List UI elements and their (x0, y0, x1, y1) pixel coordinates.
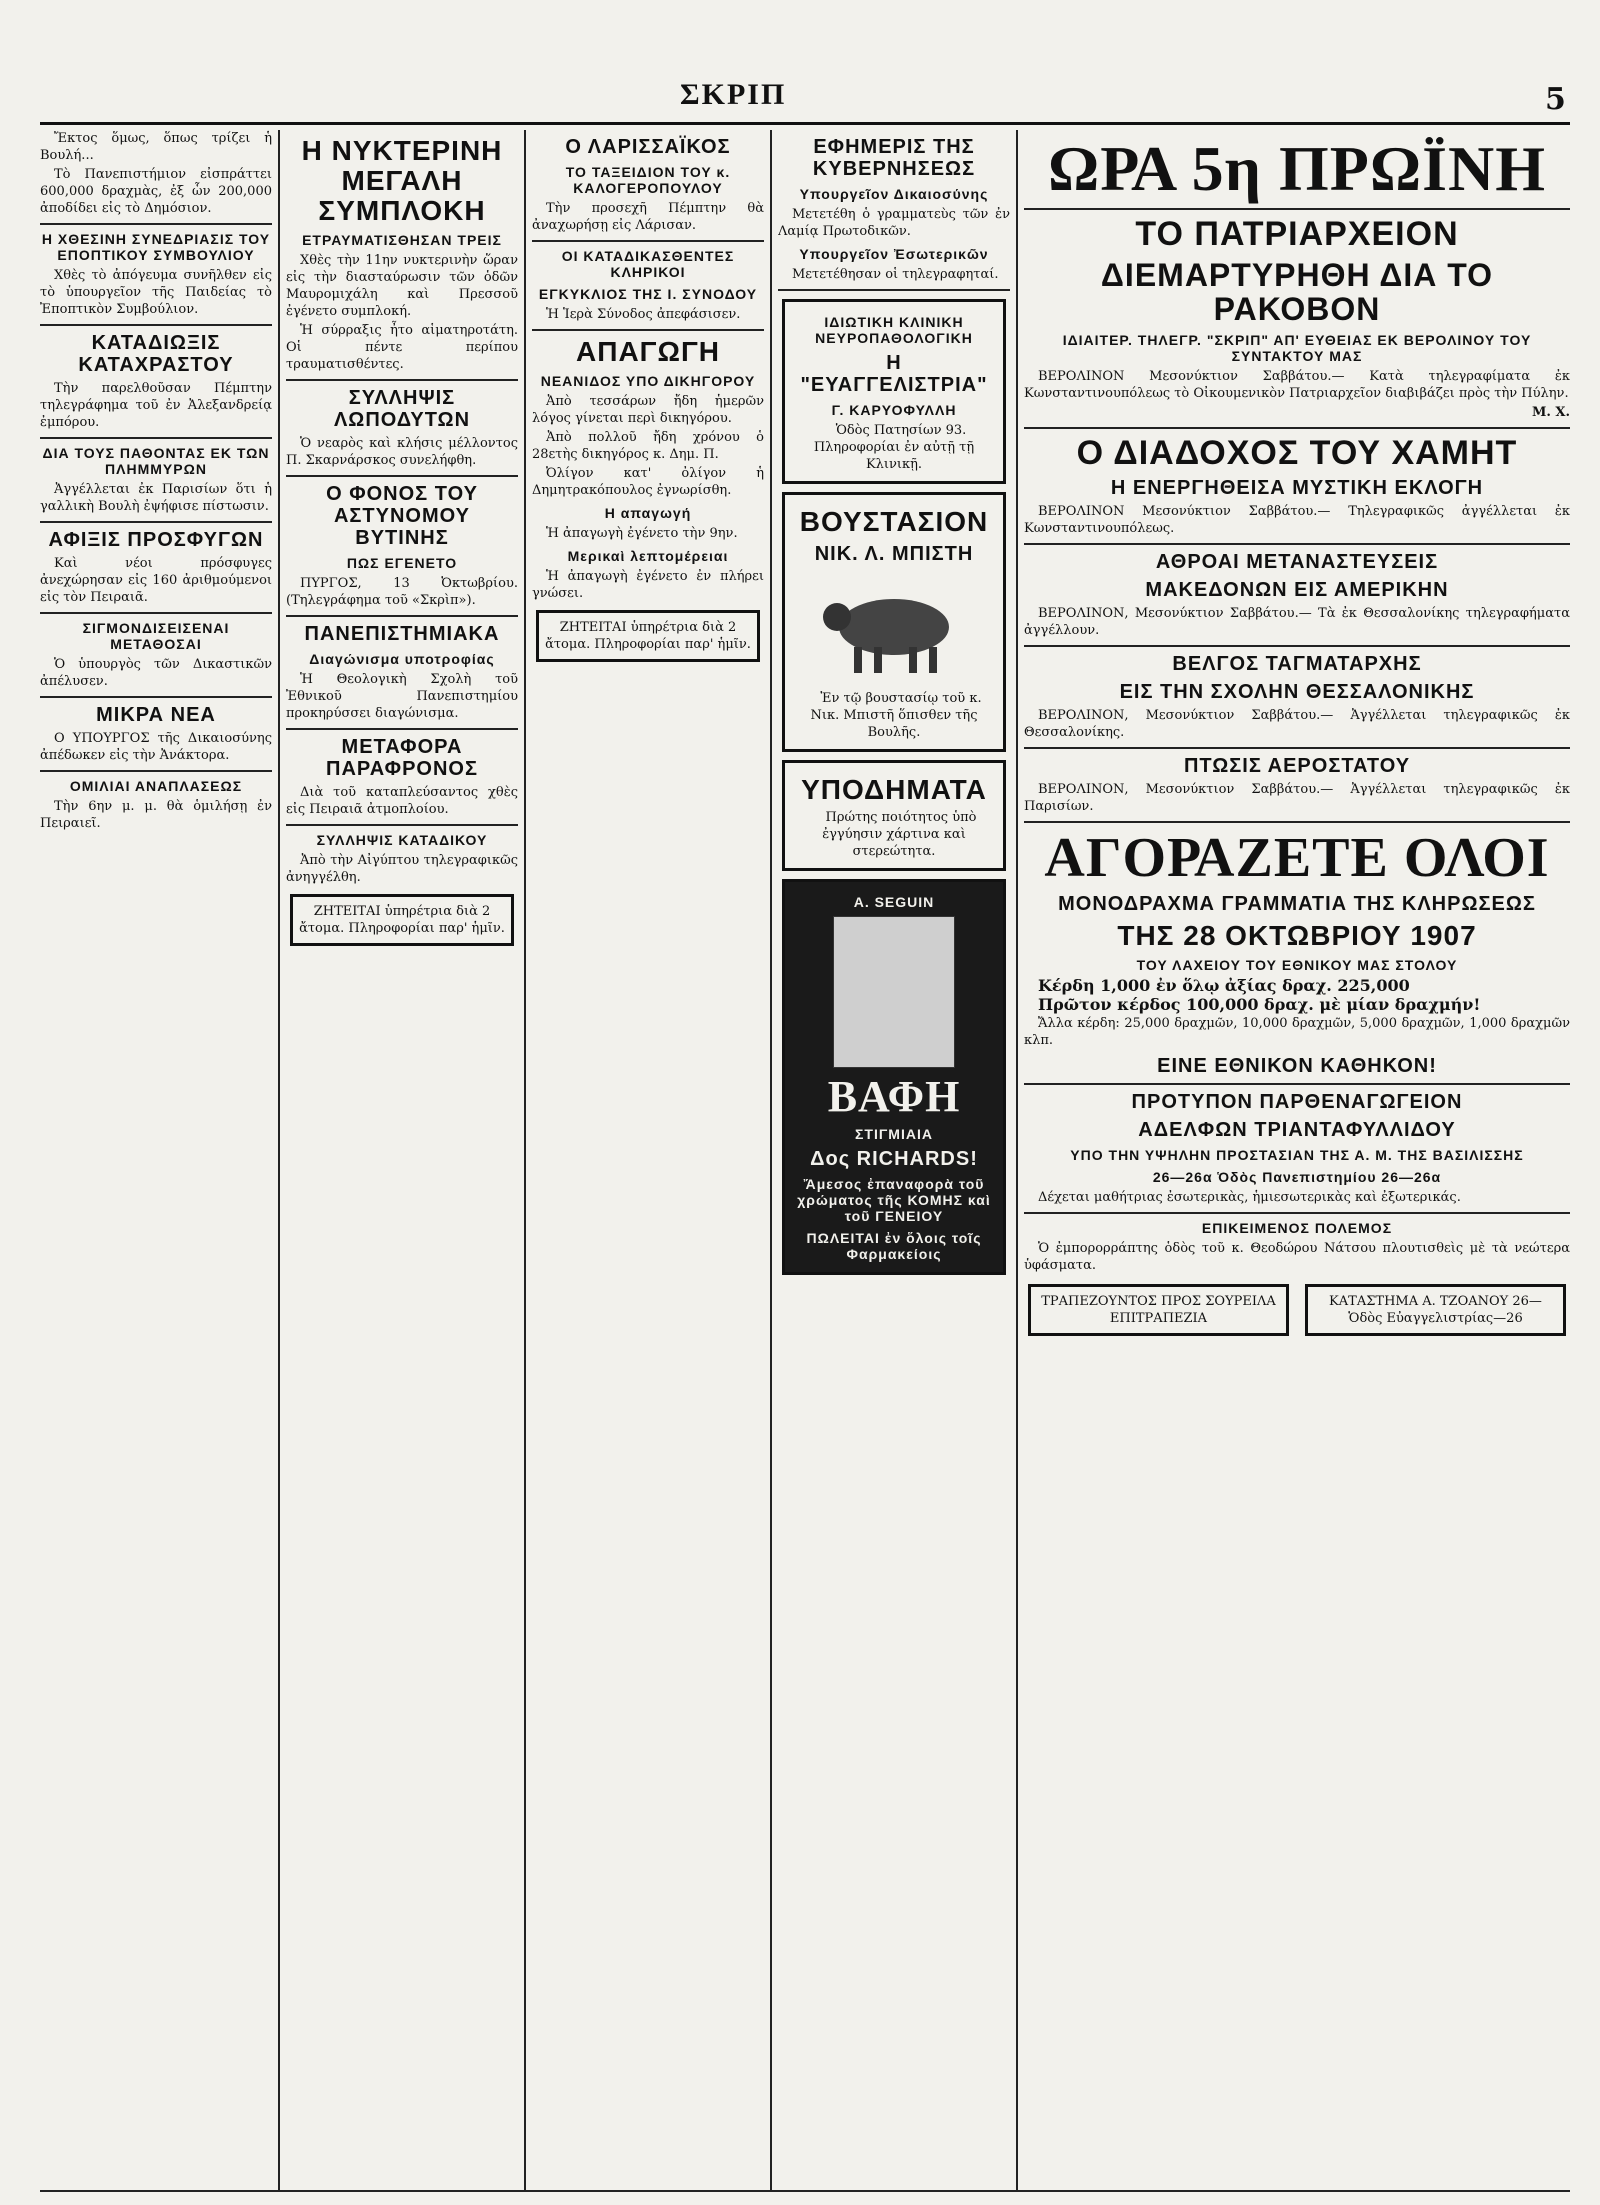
article-subheading: ΠΩΣ ΕΓΕΝΕΤΟ (346, 555, 458, 571)
article-text: Ἡ ἀπαγωγὴ ἐγένετο τὴν 9ην. (546, 526, 738, 541)
divider (532, 240, 764, 242)
dairy-ad (782, 492, 1006, 752)
shoes-ad (782, 760, 1006, 871)
bottom-rule (40, 2190, 1570, 2192)
article-heading: ΟΙ ΚΑΤΑΔΙΚΑΣΘΕΝΤΕΣ ΚΛΗΡΙΚΟΙ (561, 248, 735, 280)
clinic-ad (782, 299, 1006, 484)
article-heading: ΑΘΡΟΑΙ ΜΕΤΑΝΑΣΤΕΥΣΕΙΣ (1155, 551, 1439, 573)
article-heading: ΕΦΗΜΕΡΙΣ ΤΗΣ ΚΥΒΕΡΝΗΣΕΩΣ (812, 136, 976, 180)
article-heading: Ο ΛΑΡΙΣΣΑΪΚΟΣ (565, 136, 731, 158)
article-text: Χθὲς τὸ ἀπόγευμα συνῆλθεν εἰς τὸ ὑπουργεῖον τῆς Παιδείας τὸ Ἐποπτικὸν Συμβούλιον. (40, 268, 272, 317)
lottery-text: Ἄλλα κέρδη: 25,000 δραχμῶν, 10,000 δραχμῶν, 5,000 δραχμῶν, 1,000 δραχμῶν κλπ. (1024, 1016, 1570, 1048)
article-subheading: Υπουργεῖον Δικαιοσύνης (799, 186, 989, 202)
article-heading: ΠΤΩΣΙΣ ΑΕΡΟΣΤΑΤΟΥ (1183, 755, 1411, 777)
divider (1024, 1083, 1570, 1085)
article-text: Ὀλίγον κατ' ὀλίγον ἡ Δημητρακόπουλος ἐγνωρίσθη. (532, 466, 764, 498)
article-text: ΒΕΡΟΛΙΝΟΝ, Μεσονύκτιον Σαββάτου.— Τὰ ἐκ Θεσσαλονίκης τηλεγραφήματα ἀγγέλλουν. (1024, 606, 1570, 638)
article-subheading: ΝΕΑΝΙΔΟΣ ΥΠΟ ΔΙΚΗΓΟΡΟΥ (540, 373, 756, 389)
lottery-subheading: ΜΟΝΟΔΡΑΧΜΑ ΓΡΑΜΜΑΤΙΑ ΤΗΣ ΚΛΗΡΩΣΕΩΣ (1058, 893, 1536, 915)
divider (40, 696, 272, 698)
divider (40, 612, 272, 614)
school-subheading: ΥΠΟ ΤΗΝ ΥΨΗΛΗΝ ΠΡΟΣΤΑΣΙΑΝ ΤΗΣ Α. Μ. ΤΗΣ ΒΑΣΙΛΙΣΣΗΣ (1070, 1147, 1524, 1163)
divider (1024, 821, 1570, 823)
article-text: Ὁ νεαρὸς καὶ κλήσις μέλλοντος Π. Σκαρνάρσκος συνελήφθη. (286, 436, 518, 468)
article-heading: ΕΠΙΚΕΙΜΕΝΟΣ ΠΟΛΕΜΟΣ (1201, 1220, 1393, 1236)
column-5 (1024, 130, 1570, 2190)
article-subheading: Υπουργεῖον Ἐσωτερικῶν (799, 246, 989, 262)
hair-dye-ad (782, 879, 1006, 1275)
column-1 (40, 130, 272, 2190)
article-heading: ΣΥΛΛΗΨΙΣ ΛΩΠΟΔΥΤΩΝ (333, 387, 471, 431)
top-rule (40, 122, 1570, 125)
divider (1024, 208, 1570, 210)
article-heading: ΤΟ ΠΑΤΡΙΑΡΧΕΙΟΝ (1135, 215, 1459, 253)
article-text: ΒΕΡΟΛΙΝΟΝ, Μεσονύκτιον Σαββάτου.— Ἀγγέλλεται τηλεγραφικῶς ἐκ Θεσσαλονίκης. (1024, 708, 1570, 740)
divider (40, 437, 272, 439)
article-text: Μετετέθησαν οἱ τηλεγραφηταί. (792, 267, 999, 282)
article-text: ΒΕΡΟΛΙΝΟΝ Μεσονύκτιον Σαββάτου.— Τηλεγραφικῶς ἀγγέλλεται ἐκ Κωνσταντινουπόλεως. (1024, 504, 1570, 536)
dairy-ad-text: Ἐν τῷ βουστασίῳ τοῦ κ. Νικ. Μπιστῆ ὅπισθεν τῆς Βουλῆς. (810, 691, 982, 740)
article-text: Καὶ νέοι πρόσφυγες ἀνεχώρησαν εἰς 160 ἀριθμούμενοι εἰς τὸν Πειραιᾶ. (40, 556, 272, 605)
article-text: Ὁ ἐμπορορράπτης ὁδὸς τοῦ κ. Θεοδώρου Νάτσου πλουτισθεὶς μὲ τὰ νεώτερα ὑφάσματα. (1024, 1241, 1570, 1273)
article-heading: Ο ΦΟΝΟΣ ΤΟΥ ΑΣΤΥΝΟΜΟΥ ΒΥΤΙΝΗΣ (326, 483, 478, 549)
hair-dye-sub: ΣΤΙΓΜΙΑΙΑ (855, 1126, 933, 1142)
clinic-ad-text: Ὁδὸς Πατησίων 93. Πληροφορίαι ἐν αὐτῇ τῇ Κλινικῇ. (813, 423, 975, 472)
divider (1024, 427, 1570, 429)
article-subheading: ΕΓΚΥΚΛΙΟΣ ΤΗΣ Ι. ΣΥΝΟΔΟΥ (538, 286, 758, 302)
classified-ad (536, 610, 760, 662)
divider (286, 728, 518, 730)
article-heading: ΕΙΣ ΤΗΝ ΣΧΟΛΗΝ ΘΕΣΣΑΛΟΝΙΚΗΣ (1119, 681, 1475, 703)
article-subheading: ΕΤΡΑΥΜΑΤΙΣΘΗΣΑΝ ΤΡΕΙΣ (302, 232, 502, 248)
classified-ad-text: ΖΗΤΕΙΤΑΙ ὑπηρέτρια διὰ 2 ἄτομα. Πληροφορίαι παρ' ἡμῖν. (299, 904, 505, 936)
newspaper-title: ΣΚΡΙΠ (680, 78, 787, 111)
divider (532, 329, 764, 331)
classified-ad-text: ΚΑΤΑΣΤΗΜΑ Α. ΤΖΟΑΝΟΥ 26—Ὁδὸς Εὐαγγελιστρίας—26 (1329, 1294, 1542, 1326)
clinic-ad-name: Η "ΕΥΑΓΓΕΛΙΣΤΡΙΑ" (800, 352, 988, 396)
article-subheading: Μερικαὶ λεπτομέρειαι (567, 548, 729, 564)
column-divider (278, 130, 280, 2190)
column-divider (770, 130, 772, 2190)
article-heading: ΣΥΛΛΗΨΙΣ ΚΑΤΑΔΙΚΟΥ (316, 832, 488, 848)
page-number: 5 (1545, 82, 1566, 117)
classified-ad (1028, 1284, 1289, 1336)
hair-dye-tagline: Ἄμεσος ἐπαναφορὰ τοῦ χρώματος τῆς ΚΟΜΗΣ καὶ τοῦ ΓΕΝΕΙΟΥ (797, 1176, 991, 1224)
classified-ad (1305, 1284, 1566, 1336)
column-4 (778, 130, 1010, 2190)
article-text: Ἀπὸ τὴν Αἰγύπτου τηλεγραφικῶς ἀνηγγέλθη. (286, 853, 518, 885)
article-heading: ΔΙΕΜΑΡΤΥΡΗΘΗ ΔΙΑ ΤΟ ΡΑΚΟΒΟΝ (1100, 257, 1494, 327)
shoes-ad-title: ΥΠΟΔΗΜΑΤΑ (801, 774, 987, 805)
article-heading: ΣΙΓΜΟΝΔΙΣΕΙΣΕΝΑΙ ΜΕΤΑΘΟΣΑΙ (82, 620, 230, 652)
dairy-ad-title: ΒΟΥΣΤΑΣΙΟΝ (799, 506, 989, 537)
lottery-text: Κέρδη 1,000 ἐν ὅλῳ ἀξίας δραχ. 225,000 (1038, 976, 1410, 995)
school-text: Δέχεται μαθήτριας ἐσωτερικὰς, ἡμιεσωτερικὰς καὶ ἐξωτερικάς. (1038, 1190, 1461, 1205)
masthead (0, 70, 1600, 120)
portrait-illustration-icon (833, 916, 955, 1068)
column-divider (524, 130, 526, 2190)
article-heading: ΑΦΙΞΙΣ ΠΡΟΣΦΥΓΩΝ (48, 529, 264, 551)
divider (1024, 1212, 1570, 1214)
school-heading: ΠΡΟΤΥΠΟΝ ΠΑΡΘΕΝΑΓΩΓΕΙΟΝ (1131, 1091, 1463, 1113)
article-text: Τὴν 6ην μ. μ. θὰ ὁμιλήσῃ ἐν Πειραιεῖ. (40, 799, 272, 831)
article-heading: ΒΕΛΓΟΣ ΤΑΓΜΑΤΑΡΧΗΣ (1172, 653, 1422, 675)
divider (40, 223, 272, 225)
article-text: Διὰ τοῦ καταπλεύσαντος χθὲς εἰς Πειραιᾶ ἀτμοπλοίου. (286, 785, 518, 817)
article-text: Τὸ Πανεπιστήμιον εἰσπράττει 600,000 δραχμὰς, ἐξ ὧν 200,000 ἀποδίδει εἰς τὸ Δημόσιον. (40, 167, 272, 216)
article-text: Ὁ ὑπουργὸς τῶν Δικαστικῶν ἀπέλυσεν. (40, 657, 272, 689)
article-heading: ΜΙΚΡΑ ΝΕΑ (96, 704, 216, 726)
clinic-ad-title: ΙΔΙΩΤΙΚΗ ΚΛΙΝΙΚΗ ΝΕΥΡΟΠΑΘΟΛΟΓΙΚΗ (815, 314, 973, 346)
article-text: ΠΥΡΓΟΣ, 13 Ὀκτωβρίου. (Τηλεγράφημα τοῦ «Σκρὶπ»). (286, 576, 518, 608)
divider (1024, 645, 1570, 647)
divider (778, 289, 1010, 291)
lottery-headline: ΑΓΟΡΑΖΕΤΕ ΟΛΟΙ (1044, 827, 1550, 889)
bottom-ads (1024, 1276, 1570, 1344)
article-heading: Η ΧΘΕΣΙΝΗ ΣΥΝΕΔΡΙΑΣΙΣ ΤΟΥ ΕΠΟΠΤΙΚΟΥ ΣΥΜΒΟΥΛΙΟΥ (41, 231, 271, 263)
article-text: Ἡ Ἱερὰ Σύνοδος ἀπεφάσισεν. (546, 307, 741, 322)
article-text: Μετετέθη ὁ γραμματεὺς τῶν ἐν Λαμίᾳ Πρωτοδικῶν. (778, 207, 1010, 239)
divider (286, 379, 518, 381)
hair-dye-name: Δος RICHARDS! (810, 1148, 978, 1170)
article-text: Ἀπὸ πολλοῦ ἤδη χρόνου ὁ 28ετὴς δικηγόρος κ. Δημ. Π. (532, 430, 764, 462)
article-text: Ἡ σύρραξις ἦτο αἱματηροτάτη. Οἱ πέντε περίπου τραυματισθέντες. (286, 323, 518, 372)
article-subheading: Η απαγωγή (604, 505, 692, 521)
column-2 (286, 130, 518, 2190)
article-text: Τὴν προσεχῆ Πέμπτην θὰ ἀναχωρήσῃ εἰς Λάρισαν. (532, 201, 764, 233)
article-text: ΒΕΡΟΛΙΝΟΝ, Μεσονύκτιον Σαββάτου.— Ἀγγέλλεται τηλεγραφικῶς ἐκ Παρισίων. (1024, 782, 1570, 814)
article-text: ΒΕΡΟΛΙΝΟΝ Μεσονύκτιον Σαββάτου.— Κατὰ τηλεγραφίματα ἐκ Κωνσταντινουπόλεως τὸ Οἰκουμενικὸν Πατριαρχεῖον διαβιβάζει πρὸς τὴν Πύλην. (1024, 369, 1570, 401)
article-subheading: Διαγώνισμα υποτροφίας (309, 651, 495, 667)
article-heading: ΠΑΝΕΠΙΣΤΗΜΙΑΚΑ (304, 623, 500, 645)
article-text: Χθὲς τὴν 11ην νυκτερινὴν ὥραν εἰς τὴν διασταύρωσιν τῶν ὁδῶν Μαυρομιχάλη καὶ Πρεσσοῦ ἐγένετο συμπλοκή. (286, 253, 518, 319)
lottery-text: Πρῶτον κέρδος 100,000 δραχ. μὲ μίαν δραχμήν! (1038, 995, 1481, 1014)
divider (286, 615, 518, 617)
article-heading: Ο ΔΙΑΔΟΧΟΣ ΤΟΥ ΧΑΜΗΤ (1076, 434, 1518, 472)
signature: Μ. Χ. (1531, 405, 1570, 420)
article-heading: ΜΕΤΑΦΟΡΑ ΠΑΡΑΦΡΟΝΟΣ (326, 736, 478, 780)
divider (1024, 747, 1570, 749)
article-text: Ο ΥΠΟΥΡΓΟΣ τῆς Δικαιοσύνης ἀπέδωκεν εἰς τὴν Ἀνάκτορα. (40, 731, 272, 763)
divider (286, 824, 518, 826)
classified-ad-text: ΖΗΤΕΙΤΑΙ ὑπηρέτρια διὰ 2 ἄτομα. Πληροφορίαι παρ' ἡμῖν. (545, 620, 751, 652)
article-subheading: ΙΔΙΑΙΤΕΡ. ΤΗΛΕΓΡ. "ΣΚΡΙΠ" ΑΠ' ΕΥΘΕΙΑΣ ΕΚ ΒΕΡΟΛΙΝΟΥ ΤΟΥ ΣΥΝΤΑΚΤΟΥ ΜΑΣ (1062, 332, 1532, 364)
divider (40, 770, 272, 772)
column-divider (1016, 130, 1018, 2190)
classified-ad-text: ΤΡΑΠΕΖΟΥΝΤΟΣ ΠΡΟΣ ΣΟΥΡΕΙΛΑ ΕΠΙΤΡΑΠΕΖΙΑ (1041, 1294, 1276, 1326)
lottery-issuer: ΤΟΥ ΛΑΧΕΙΟΥ ΤΟΥ ΕΘΝΙΚΟΥ ΜΑΣ ΣΤΟΛΟΥ (1136, 957, 1458, 973)
article-text: Ἀγγέλλεται ἐκ Παρισίων ὅτι ἡ γαλλικὴ Βουλὴ ἐψήφισε πίστωσιν. (40, 482, 272, 514)
cow-illustration-icon (809, 577, 979, 677)
column-3 (532, 130, 764, 2190)
article-heading: ΟΜΙΛΙΑΙ ΑΝΑΠΛΑΣΕΩΣ (69, 778, 243, 794)
hair-dye-title: ΒΑΦΗ (827, 1072, 961, 1121)
article-heading: ΚΑΤΑΔΙΩΞΙΣ ΚΑΤΑΧΡΑΣΤΟΥ (78, 332, 234, 376)
article-heading: ΑΠΑΓΩΓΗ (576, 336, 720, 367)
article-text: Ἡ Θεολογικὴ Σχολὴ τοῦ Ἐθνικοῦ Πανεπιστημίου προκηρύσσει διαγώνισμα. (286, 672, 518, 721)
classified-ad (290, 894, 514, 946)
hair-dye-footer: ΠΩΛΕΙΤΑΙ ἐν ὅλοις τοῖς Φαρμακείοις (806, 1230, 982, 1262)
article-subheading: ΤΟ ΤΑΞΕΙΔΙΟΝ ΤΟΥ κ. ΚΑΛΟΓΕΡΟΠΟΥΛΟΥ (565, 164, 731, 196)
lottery-slogan: ΕΙΝΕ ΕΘΝΙΚΟΝ ΚΑΘΗΚΟΝ! (1157, 1055, 1437, 1077)
divider (286, 475, 518, 477)
dairy-ad-name: ΝΙΚ. Λ. ΜΠΙΣΤΗ (814, 543, 974, 565)
article-heading: ΔΙΑ ΤΟΥΣ ΠΑΘΟΝΤΑΣ ΕΚ ΤΩΝ ΠΛΗΜΜΥΡΩΝ (42, 445, 270, 477)
hair-dye-brand: A. SEGUIN (853, 894, 935, 910)
article-heading: ΜΑΚΕΔΟΝΩΝ ΕΙΣ ΑΜΕΡΙΚΗΝ (1145, 579, 1449, 601)
main-headline: ΩΡΑ 5η ΠΡΩΪΝΗ (1048, 133, 1546, 204)
article-text: Ἀπὸ τεσσάρων ἤδη ἡμερῶν λόγος γίνεται περὶ δικηγόρου. (532, 394, 764, 426)
lottery-date: ΤΗΣ 28 ΟΚΤΩΒΡΙΟΥ 1907 (1117, 920, 1477, 951)
shoes-ad-text: Πρώτης ποιότητος ὑπὸ ἐγγύησιν χάρτινα καὶ στερεώτητα. (822, 810, 977, 859)
article-text: Ἡ ἀπαγωγὴ ἐγένετο ἐν πλήρει γνώσει. (532, 569, 764, 601)
divider (1024, 543, 1570, 545)
divider (40, 324, 272, 326)
article-subheading: Η ΕΝΕΡΓΗΘΕΙΣΑ ΜΥΣΤΙΚΗ ΕΚΛΟΓΗ (1110, 477, 1484, 499)
school-heading: ΑΔΕΛΦΩΝ ΤΡΙΑΝΤΑΦΥΛΛΙΔΟΥ (1138, 1119, 1456, 1141)
school-address: 26—26α Ὁδὸς Πανεπιστημίου 26—26α (1152, 1169, 1442, 1185)
clinic-ad-doctor: Γ. ΚΑΡΥΟΦΥΛΛΗ (831, 402, 957, 418)
article-text: Ἔκτος ὅμως, ὅπως τρίζει ἡ Βουλή... (40, 131, 272, 163)
article-text: Τὴν παρελθοῦσαν Πέμπτην τηλεγράφημα τοῦ ἐν Ἀλεξανδρείᾳ ἐμπόρου. (40, 381, 272, 430)
divider (40, 521, 272, 523)
article-heading: Η ΝΥΚΤΕΡΙΝΗ ΜΕΓΑΛΗ ΣΥΜΠΛΟΚΗ (301, 135, 503, 226)
